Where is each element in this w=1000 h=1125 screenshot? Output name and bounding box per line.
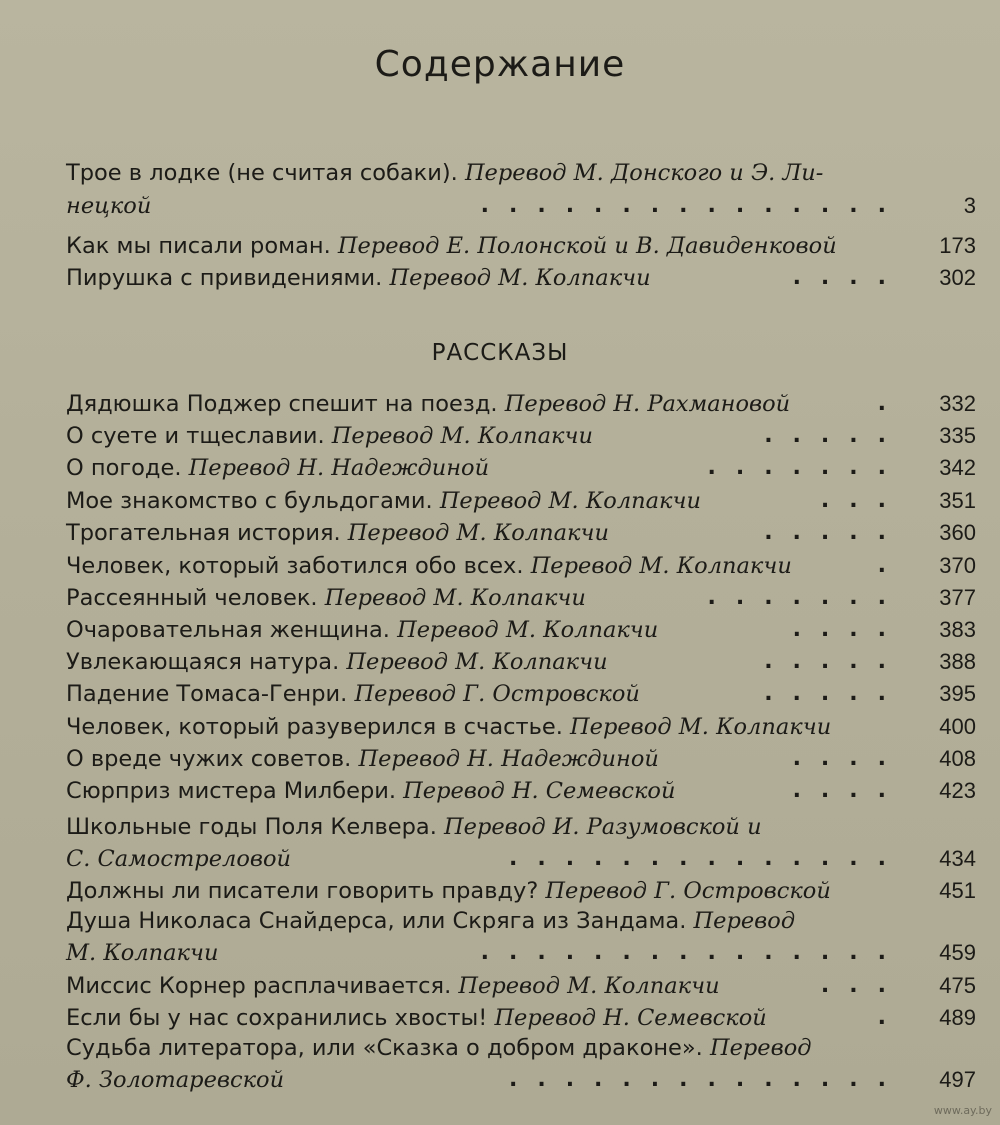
story-title: Миссис Корнер расплачивается. bbox=[66, 973, 459, 999]
toc-entry bbox=[66, 190, 976, 222]
leader-dots: ... bbox=[820, 488, 906, 513]
translator: Перевод Н. Семевской bbox=[494, 1005, 767, 1031]
leader-dots: ... bbox=[820, 973, 906, 998]
toc-entry bbox=[66, 1002, 976, 1034]
toc-entry bbox=[66, 1064, 976, 1096]
page-number: 423 bbox=[939, 778, 976, 803]
leader-dots: .... bbox=[792, 778, 906, 803]
translator: Перевод М. Колпакчи bbox=[324, 585, 586, 611]
translator: Перевод bbox=[693, 908, 796, 934]
page-number: 173 bbox=[939, 233, 976, 258]
toc-entry bbox=[66, 970, 976, 1002]
translator: Перевод М. Колпакчи bbox=[347, 520, 609, 546]
leader-dots: ............... bbox=[480, 940, 906, 965]
entry-title bbox=[66, 875, 831, 907]
toc-entry bbox=[66, 775, 976, 807]
toc-entry bbox=[66, 875, 976, 907]
toc-entry bbox=[66, 230, 976, 262]
toc-entry bbox=[66, 517, 976, 549]
translator: Перевод Н. Надеждиной bbox=[358, 746, 659, 772]
toc-entry bbox=[66, 614, 976, 646]
page-number: 351 bbox=[939, 488, 976, 513]
leader-dots: .... bbox=[792, 746, 906, 771]
leader-dots: ..... bbox=[764, 649, 906, 674]
page-number: 395 bbox=[939, 681, 976, 706]
story-title: О суете и тщеславии. bbox=[66, 423, 332, 449]
translator: С. Самостреловой bbox=[66, 846, 292, 872]
translator: Перевод М. Колпакчи bbox=[346, 649, 608, 675]
story-title: Если бы у нас сохранились хвосты! bbox=[66, 1005, 495, 1031]
entry-title bbox=[66, 646, 608, 678]
story-title: Должны ли писатели говорить правду? bbox=[66, 878, 546, 904]
entry-title bbox=[66, 452, 489, 484]
translator: Перевод Н. Рахмановой bbox=[504, 391, 791, 417]
toc-entry bbox=[66, 550, 976, 582]
page-number: 335 bbox=[939, 423, 976, 448]
entry-title bbox=[66, 743, 659, 775]
story-title: Человек, который разуверился в счастье. bbox=[66, 714, 571, 740]
translator: Перевод М. Колпакчи bbox=[439, 488, 701, 514]
toc-entry bbox=[66, 262, 976, 294]
entry-title bbox=[66, 1032, 812, 1064]
leader-dots: . bbox=[877, 391, 906, 416]
page-number: 475 bbox=[939, 973, 976, 998]
entry-title bbox=[66, 420, 593, 452]
story-title: Мое знакомство с бульдогами. bbox=[66, 488, 440, 514]
page-number: 332 bbox=[939, 391, 976, 416]
leader-dots: .............. bbox=[508, 846, 906, 871]
entry-title bbox=[66, 388, 790, 420]
entry-title bbox=[66, 811, 762, 843]
entry-title bbox=[66, 843, 291, 875]
page-number: 434 bbox=[939, 846, 976, 871]
page-number: 370 bbox=[939, 553, 976, 578]
story-title: Падение Томаса-Генри. bbox=[66, 681, 355, 707]
entry-title bbox=[66, 517, 609, 549]
page-number: 388 bbox=[939, 649, 976, 674]
toc-entry bbox=[66, 420, 976, 452]
leader-dots: .... bbox=[792, 265, 906, 290]
story-title: Пирушка с привидениями. bbox=[66, 265, 390, 291]
translator: Перевод М. Колпакчи bbox=[389, 265, 651, 291]
entry-title bbox=[66, 711, 831, 743]
toc-entry bbox=[66, 843, 976, 875]
toc-entry bbox=[66, 157, 976, 189]
story-title: Трогательная история. bbox=[66, 520, 348, 546]
leader-dots: .............. bbox=[508, 1067, 906, 1092]
toc-entry bbox=[66, 937, 976, 969]
translator: Перевод М. Колпакчи bbox=[458, 973, 720, 999]
story-title: Очаровательная женщина. bbox=[66, 617, 398, 643]
entry-title bbox=[66, 1064, 284, 1096]
toc-entry bbox=[66, 905, 976, 937]
translator: Перевод Н. Надеждиной bbox=[188, 455, 490, 481]
leader-dots: .... bbox=[792, 617, 906, 642]
translator: нецкой bbox=[66, 193, 152, 219]
leader-dots: ..... bbox=[764, 520, 906, 545]
page-title: Содержание bbox=[374, 44, 626, 85]
story-title: Человек, который заботился обо всех. bbox=[66, 553, 531, 579]
entry-title bbox=[66, 678, 640, 710]
toc-entry bbox=[66, 388, 976, 420]
story-title: О погоде. bbox=[66, 455, 189, 481]
page-number: 497 bbox=[939, 1067, 976, 1092]
toc-entry bbox=[66, 582, 976, 614]
toc-entry bbox=[66, 743, 976, 775]
story-title: Сюрприз мистера Милбери. bbox=[66, 778, 404, 804]
page-number: 408 bbox=[939, 746, 976, 771]
entry-title bbox=[66, 905, 795, 937]
entry-title bbox=[66, 190, 151, 222]
translator: Перевод М. Донского и Э. Ли- bbox=[464, 160, 824, 186]
translator: Перевод И. Разумовской и bbox=[444, 814, 762, 840]
page-number: 3 bbox=[963, 193, 976, 218]
leader-dots: ..... bbox=[764, 423, 906, 448]
leader-dots: . bbox=[877, 553, 906, 578]
page-number: 459 bbox=[939, 940, 976, 965]
page-number: 377 bbox=[939, 585, 976, 610]
toc-entry bbox=[66, 811, 976, 843]
entry-title bbox=[66, 550, 792, 582]
story-title: Душа Николаса Снайдерса, или Скряга из Зандама. bbox=[66, 908, 694, 934]
translator: Перевод Е. Полонской и В. Давиденковой bbox=[337, 233, 837, 259]
story-title: Школьные годы Поля Келвера. bbox=[66, 814, 445, 840]
translator: Перевод Г. Островской bbox=[545, 878, 831, 904]
translator: Перевод М. Колпакчи bbox=[331, 423, 593, 449]
toc-entry bbox=[66, 678, 976, 710]
entry-title bbox=[66, 582, 586, 614]
page-number: 302 bbox=[939, 265, 976, 290]
page-number: 400 bbox=[939, 714, 976, 739]
story-title: Увлекающаяся натура. bbox=[66, 649, 347, 675]
leader-dots: ....... bbox=[707, 455, 906, 480]
story-title: Трое в лодке (не считая собаки). bbox=[66, 160, 465, 186]
entry-title bbox=[66, 485, 701, 517]
story-title: О вреде чужих советов. bbox=[66, 746, 359, 772]
translator: М. Колпакчи bbox=[66, 940, 219, 966]
toc-entry bbox=[66, 1032, 976, 1064]
page-number: 489 bbox=[939, 1005, 976, 1030]
entry-title bbox=[66, 157, 823, 189]
story-title: Рассеянный человек. bbox=[66, 585, 325, 611]
entry-title bbox=[66, 937, 218, 969]
page-number: 360 bbox=[939, 520, 976, 545]
translator: Перевод М. Колпакчи bbox=[530, 553, 792, 579]
translator: Перевод М. Колпакчи bbox=[570, 714, 832, 740]
leader-dots: ....... bbox=[707, 585, 906, 610]
story-title: Как мы писали роман. bbox=[66, 233, 338, 259]
toc-entry bbox=[66, 711, 976, 743]
translator: Перевод Н. Семевской bbox=[403, 778, 676, 804]
leader-dots: ..... bbox=[764, 681, 906, 706]
page-number: 383 bbox=[939, 617, 976, 642]
section-heading: РАССКАЗЫ bbox=[431, 340, 569, 366]
story-title: Судьба литератора, или «Сказка о добром драконе». bbox=[66, 1035, 710, 1061]
toc-entry bbox=[66, 452, 976, 484]
translator: Перевод bbox=[709, 1035, 812, 1061]
watermark: www.ay.by bbox=[933, 1104, 992, 1117]
page-number: 451 bbox=[939, 878, 976, 903]
story-title: Дядюшка Поджер спешит на поезд. bbox=[66, 391, 505, 417]
translator: Ф. Золотаревской bbox=[66, 1067, 285, 1093]
toc-entry bbox=[66, 485, 976, 517]
toc-entry bbox=[66, 646, 976, 678]
leader-dots: . bbox=[877, 1005, 906, 1030]
entry-title bbox=[66, 614, 658, 646]
entry-title bbox=[66, 1002, 767, 1034]
leader-dots: ............... bbox=[480, 193, 906, 218]
translator: Перевод М. Колпакчи bbox=[397, 617, 659, 643]
entry-title bbox=[66, 970, 720, 1002]
entry-title bbox=[66, 775, 675, 807]
entry-title bbox=[66, 262, 651, 294]
entry-title bbox=[66, 230, 837, 262]
page-number: 342 bbox=[939, 455, 976, 480]
translator: Перевод Г. Островской bbox=[354, 681, 640, 707]
